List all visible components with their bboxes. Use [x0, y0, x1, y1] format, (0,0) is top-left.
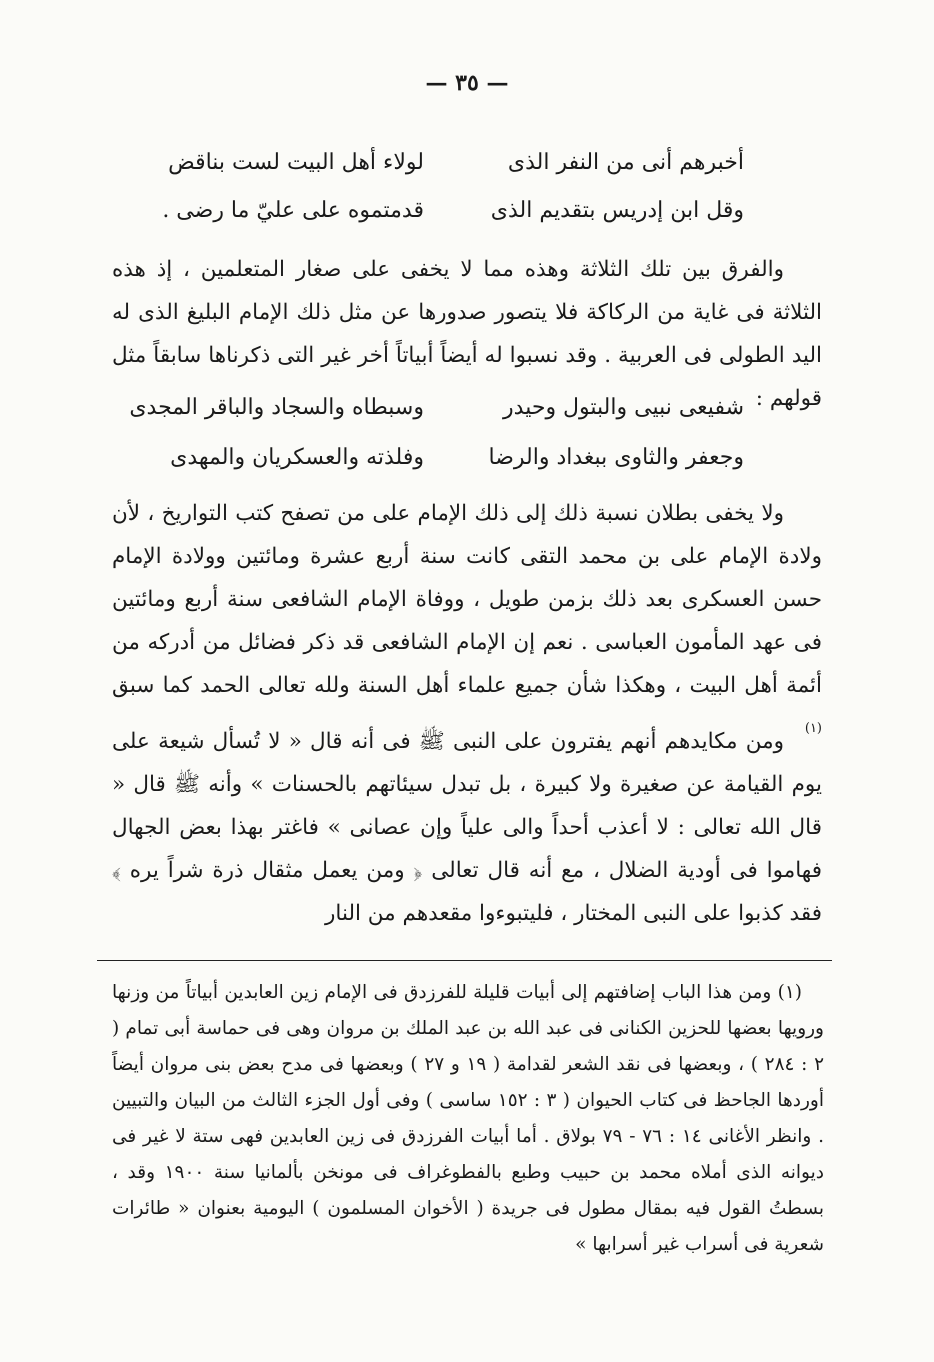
- footnote: [112, 975, 824, 1263]
- verse-first-hemistich: شفيعى نبيى والبتول وحيدر: [503, 395, 744, 420]
- paragraph: [112, 720, 822, 935]
- verse-second-hemistich: وفلذته والعسكريان والمهدى: [170, 445, 424, 470]
- paragraph-text: [112, 492, 822, 755]
- verse-line: [0, 198, 934, 238]
- verse-line: [0, 445, 934, 485]
- page-number: — ٣٥ —: [425, 70, 509, 96]
- paragraph-text: والفرق بين تلك الثلاثة وهذه مما لا يخفى على صغار المتعلمين ، إذ هذه الثلاثة فى غاية من الركاكة فلا يتصور صدورها عن مثل ذلك الإمام البليغ الذى له اليد الطولى فى العربية . وقد نسبوا له أيضاً أبياتاً أخر غير التى ذكرناها سابقاً مثل قولهم :: [112, 257, 822, 411]
- paragraph-text: ومن مكايدهم أنهم يفترون على النبى ﷺ فى أنه قال « لا تُسأل شيعة على يوم القيامة عن صغيرة ولا كبيرة ، بل تبدل سيئاتهم بالحسنات » وأنه ﷺ قال « قال الله تعالى : لا أعذب أحداً والى علياً وإن عصانى » فاغتر بهذا بعض الجهال فهاموا فى أودية الضلال ، مع أنه قال تعالى ﴿ ومن يعمل مثقال ذرة شراً يره ﴾ فقد كذبوا على النبى المختار ، فليتبوءوا مقعدهم من النار: [112, 729, 822, 926]
- footnote-text: (١) ومن هذا الباب إضافتهم إلى أبيات قليلة للفرزدق فى الإمام زين العابدين أبياتاً من وزنها ورويها بعضها للحزين الكنانى فى عبد الله بن عبد الملك بن مروان وهى فى حماسة أبى تمام ( ٢ : ٢٨٤ ) ، وبعضها فى نقد الشعر لقدامة ( ١٩ و ٢٧ ) وبعضها فى مدح بعض بنى مروان أيضاً أوردها الجاحظ فى كتاب الحيوان ( ٣ : ١٥٢ ساسى ) وفى أول الجزء الثالث من البيان والتبيين . وانظر الأغانى ١٤ : ٧٦ - ٧٩ بولاق . أما أبيات الفرزدق فى زين العابدين فهى ستة لا غير فى ديوانه الذى أملاه محمد بن حبيب وطبع بالفطوغراف فى مونخن بألمانيا سنة ١٩٠٠ وقد ، بسطتُ القول فيه بمقال مطول فى جريدة ( الأخوان المسلمون ) اليومية بعنوان « طائرات شعرية فى أسراب غير أسرابها »: [112, 982, 825, 1255]
- verse-second-hemistich: قدمتموه على عليّ ما رضى .: [162, 198, 424, 223]
- verse-line: [0, 150, 934, 190]
- paragraph-body: ولا يخفى بطلان نسبة ذلك إلى ذلك الإمام على من تصفح كتب التواريخ ، لأن ولادة الإمام على بن محمد التقى كانت سنة أربع عشرة ومائتين وولادة الإمام حسن العسكرى بعد ذلك بزمن طويل ، ووفاة الإمام الشافعى سنة أربع ومائتين فى عهد المأمون العباسى . نعم إن الإمام الشافعى قد ذكر فضائل من أدركه من أئمة أهل البيت ، وهكذا شأن جميع علماء أهل السنة ولله تعالى الحمد كما سبق: [112, 501, 822, 698]
- verse-first-hemistich: وقل ابن إدريس بتقديم الذى: [490, 198, 744, 223]
- footnote-reference: (١): [804, 721, 822, 736]
- paragraph: [112, 492, 822, 755]
- verse-second-hemistich: وسبطاه والسجاد والباقر المجدى: [129, 395, 424, 420]
- verse-line: [0, 395, 934, 435]
- footnote-separator: [97, 960, 832, 961]
- verse-first-hemistich: أخبرهم أنى من النفر الذى: [507, 150, 744, 175]
- verse-first-hemistich: وجعفر والثاوى ببغداد والرضا: [488, 445, 744, 470]
- verse-second-hemistich: لولاء أهل البيت لست بناقض: [168, 150, 424, 175]
